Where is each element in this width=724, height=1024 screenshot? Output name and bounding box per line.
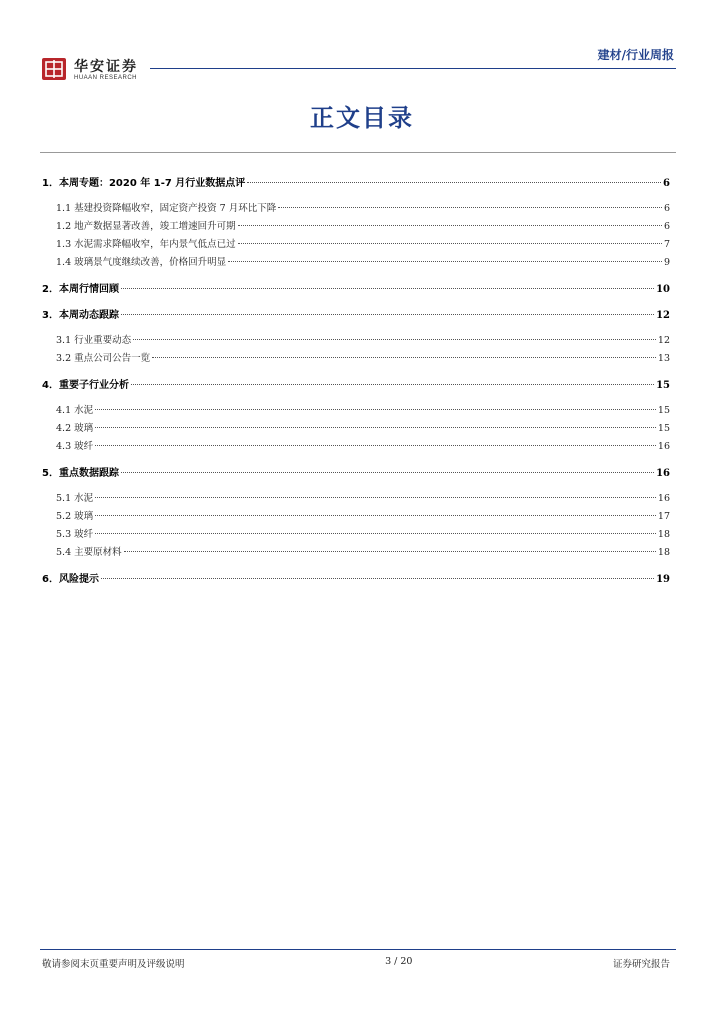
toc-entry[interactable] [42, 200, 670, 214]
toc-entry[interactable] [42, 402, 670, 416]
section-tag: 建材/行业周报 [597, 48, 674, 62]
toc-entry[interactable] [42, 490, 670, 504]
toc-entry-label: 4.2 玻璃 [56, 423, 94, 434]
toc-entry-page: 6 [663, 203, 670, 214]
toc-dot-leader [152, 357, 656, 358]
toc-dot-leader [121, 472, 654, 473]
toc-entry[interactable] [42, 332, 670, 346]
header-divider [150, 68, 676, 69]
toc-entry-label: 6．风险提示 [42, 574, 99, 585]
toc-entry-label: 5.1 水泥 [56, 493, 94, 504]
title-divider [40, 152, 676, 153]
toc-entry-page: 6 [663, 178, 670, 189]
toc-entry[interactable] [42, 376, 670, 391]
toc-entry-page: 19 [656, 574, 670, 585]
toc-entry-page: 16 [656, 468, 670, 479]
toc-entry[interactable] [42, 306, 670, 321]
toc-entry-label: 5.3 玻纤 [56, 529, 94, 540]
toc-entry[interactable] [42, 544, 670, 558]
toc-entry[interactable] [42, 420, 670, 434]
toc-entry-page: 6 [663, 221, 670, 232]
toc-entry-label: 4.1 水泥 [56, 405, 94, 416]
toc-entry-page: 18 [657, 547, 670, 558]
toc-entry-page: 15 [657, 405, 670, 416]
toc-dot-leader [121, 314, 654, 315]
toc-entry[interactable] [42, 236, 670, 250]
toc-entry-page: 16 [657, 441, 670, 452]
toc-entry[interactable] [42, 438, 670, 452]
toc-entry-page: 10 [656, 284, 670, 295]
toc-entry-page: 7 [663, 239, 670, 250]
logo-text: 华安证券 [74, 59, 138, 75]
toc-entry[interactable] [42, 254, 670, 268]
toc-dot-leader [131, 384, 654, 385]
toc-entry[interactable] [42, 280, 670, 295]
logo-subtext: HUAAN RESEARCH [74, 75, 138, 81]
toc-entry-page: 16 [657, 493, 670, 504]
toc-entry-label: 1.3 水泥需求降幅收窄，年内景气低点已过 [56, 239, 236, 250]
toc-dot-leader [95, 497, 656, 498]
toc-entry-page: 13 [657, 353, 670, 364]
page-footer [42, 956, 670, 970]
toc-dot-leader [278, 207, 662, 208]
toc-dot-leader [95, 409, 656, 410]
toc-entry-label: 4．重要子行业分析 [42, 380, 129, 391]
toc-entry-label: 1．本周专题：2020 年 1-7 月行业数据点评 [42, 178, 246, 189]
toc-entry-page: 12 [656, 310, 670, 321]
toc-dot-leader [124, 551, 656, 552]
toc-dot-leader [95, 515, 656, 516]
page-number: 3 / 20 [385, 956, 413, 967]
toc-entry-page: 17 [657, 511, 670, 522]
toc-dot-leader [95, 445, 656, 446]
toc-dot-leader [121, 288, 654, 289]
toc-dot-leader [133, 339, 656, 340]
toc-entry[interactable] [42, 570, 670, 585]
toc-entry[interactable] [42, 350, 670, 364]
toc-entry-label: 1.1 基建投资降幅收窄，固定资产投资 7 月环比下降 [56, 203, 277, 214]
toc-entry-label: 5.2 玻璃 [56, 511, 94, 522]
toc-dot-leader [238, 243, 662, 244]
toc-dot-leader [247, 182, 661, 183]
report-type: 证券研究报告 [612, 959, 670, 970]
toc-entry-label: 2．本周行情回顾 [42, 284, 119, 295]
toc-entry-page: 12 [657, 335, 670, 346]
toc-entry-label: 1.2 地产数据显著改善，竣工增速回升可期 [56, 221, 236, 232]
toc-entry-label: 4.3 玻纤 [56, 441, 94, 452]
toc-entry-page: 18 [657, 529, 670, 540]
toc-entry[interactable] [42, 526, 670, 540]
footer-divider [40, 949, 676, 950]
logo-icon [42, 58, 66, 80]
toc-entry-label: 5．重点数据跟踪 [42, 468, 119, 479]
toc-entry-page: 9 [663, 257, 670, 268]
toc-entry[interactable] [42, 218, 670, 232]
toc-entry[interactable] [42, 174, 670, 189]
toc-dot-leader [228, 261, 662, 262]
page-header [40, 40, 676, 80]
toc-entry[interactable] [42, 508, 670, 522]
toc-dot-leader [238, 225, 662, 226]
toc-entry-page: 15 [656, 380, 670, 391]
toc-entry-label: 3.2 重点公司公告一览 [56, 353, 151, 364]
toc-entry-label: 1.4 玻璃景气度继续改善，价格回升明显 [56, 257, 227, 268]
page-title: 正文目录 [310, 104, 414, 132]
toc-entry-label: 5.4 主要原材料 [56, 547, 122, 558]
toc-dot-leader [101, 578, 654, 579]
toc-entry-page: 15 [657, 423, 670, 434]
toc-dot-leader [95, 427, 656, 428]
toc-entry-label: 3.1 行业重要动态 [56, 335, 132, 346]
toc-entry[interactable] [42, 464, 670, 479]
toc-entry-label: 3．本周动态跟踪 [42, 310, 119, 321]
toc-dot-leader [95, 533, 656, 534]
footer-disclaimer: 敬请参阅末页重要声明及评级说明 [42, 959, 185, 970]
